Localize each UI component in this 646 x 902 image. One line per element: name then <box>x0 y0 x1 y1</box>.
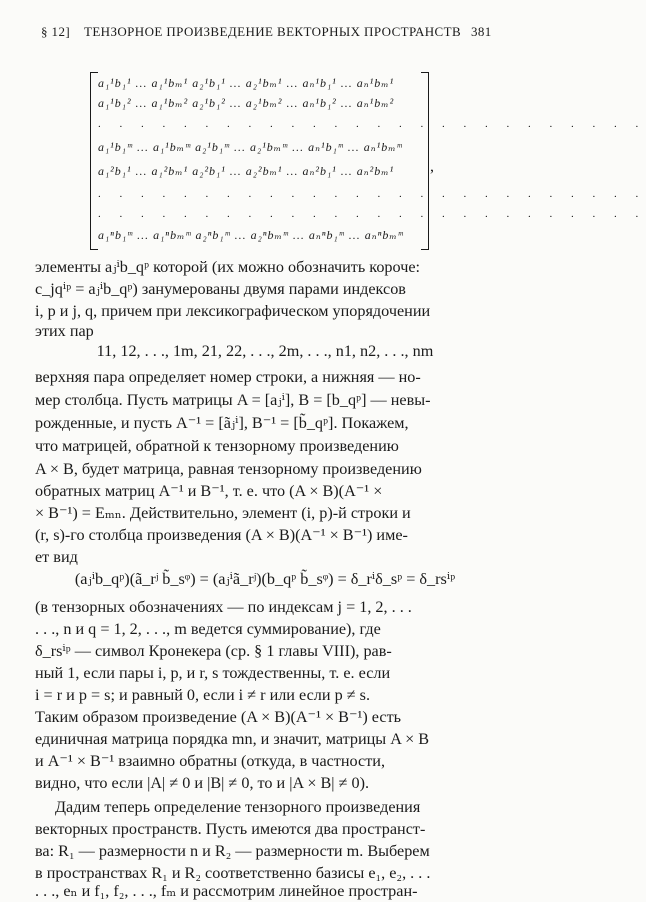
index-sequence: 11, 12, . . ., 1m, 21, 22, . . ., 2m, . . ., n1, n2, . . ., nm <box>96 342 434 360</box>
text-line: i = r и p = s; и равный 0, если i ≠ r или если p ≠ s. <box>35 686 370 704</box>
matrix-row: a₁¹b₁² ... a₁¹bₘ² a₂¹b₁² ... a₂¹bₘ² ... aₙ¹b₁² ... aₙ¹bₘ² <box>98 96 395 110</box>
text-line: и A⁻¹ × B⁻¹ взаимно обратны (откуда, в частности, <box>35 752 386 770</box>
text-line: элементы aⱼⁱb_qᵖ которой (их можно обозначить короче: <box>35 258 421 276</box>
matrix-right-bracket <box>421 72 429 250</box>
block-matrix <box>90 72 646 250</box>
text-line: ва: R₁ — размерности n и R₂ — размерности m. Выберем <box>35 842 430 860</box>
matrix-dots-row: . . . . . . . . . . . . . . . . . . . . . . . . . . <box>98 188 646 200</box>
text-line: векторных пространств. Пусть имеются два пространст- <box>35 820 426 838</box>
paragraph-start: Дадим теперь определение тензорного произведения <box>55 798 421 816</box>
text-line: ный 1, если пары i, p, и r, s тождественны, т. е. если <box>35 664 391 682</box>
running-header <box>0 24 526 48</box>
running-title: ТЕНЗОРНОЕ ПРОИЗВЕДЕНИЕ ВЕКТОРНЫХ ПРОСТРАНСТВ <box>84 24 462 39</box>
text-line: что матрицей, обратной к тензорному произведению <box>35 437 399 455</box>
text-line: рожденные, и пусть A⁻¹ = [ãⱼⁱ], B⁻¹ = [b̃_qᵖ]. Покажем, <box>35 414 409 432</box>
text-line: . . ., n и q = 1, 2, . . ., m ведется суммирование), где <box>35 620 381 638</box>
matrix-left-bracket <box>90 72 98 250</box>
text-line: верхняя пара определяет номер строки, а нижняя — но- <box>35 368 421 386</box>
section-marker: § 12] <box>41 24 71 39</box>
matrix-dots-row: . . . . . . . . . . . . . . . . . . . . . . . . . . <box>98 118 646 130</box>
text-line: A × B, будет матрица, равная тензорному произведению <box>35 460 422 478</box>
text-line: c_jqⁱᵖ = aⱼⁱb_qᵖ) занумерованы двумя парами индексов <box>35 280 406 298</box>
matrix-row: a₁²b₁¹ ... a₁²bₘ¹ a₂²b₁¹ ... a₂²bₘ¹ ... aₙ²b₁¹ ... aₙ²bₘ¹ <box>98 164 395 178</box>
text-line: ет вид <box>35 548 78 566</box>
text-line: этих пар <box>35 322 94 340</box>
text-line: мер столбца. Пусть матрицы A = [aⱼⁱ], B = [b_qᵖ] — невы- <box>35 391 431 409</box>
matrix-row: a₁¹b₁¹ ... a₁¹bₘ¹ a₂¹b₁¹ ... a₂¹bₘ¹ ... aₙ¹b₁¹ ... aₙ¹bₘ¹ <box>98 76 395 90</box>
text-line: (r, s)-го столбца произведения (A × B)(A⁻¹ × B⁻¹) име- <box>35 526 408 544</box>
text-line: в пространствах R₁ и R₂ соответственно базисы e₁, e₂, . . . <box>35 864 431 882</box>
matrix-row: a₁¹b₁ᵐ ... a₁¹bₘᵐ a₂¹b₁ᵐ ... a₂¹bₘᵐ ... aₙ¹b₁ᵐ ... aₙ¹bₘᵐ <box>98 140 403 154</box>
text-line: . . ., eₙ и f₁, f₂, . . ., fₘ и рассмотрим линейное простран- <box>35 882 418 900</box>
text-line: обратных матриц A⁻¹ и B⁻¹, т. е. что (A × B)(A⁻¹ × <box>35 482 383 500</box>
text-line: единичная матрица порядка mn, и значит, матрицы A × B <box>35 730 430 748</box>
text-line: Таким образом произведение (A × B)(A⁻¹ × B⁻¹) есть <box>35 708 402 726</box>
matrix-row: a₁ⁿb₁ᵐ ... a₁ⁿbₘᵐ a₂ⁿb₁ᵐ ... a₂ⁿbₘᵐ ... aₙⁿb₁ᵐ ... aₙⁿbₘᵐ <box>98 228 404 242</box>
matrix-dots-row: . . . . . . . . . . . . . . . . . . . . . . . . . . <box>98 208 646 220</box>
matrix-comma: , <box>430 158 434 175</box>
text-line: δ_rsⁱᵖ — символ Кронекера (ср. § 1 главы VIII), рав- <box>35 642 392 660</box>
text-line: видно, что если |A| ≠ 0 и |B| ≠ 0, то и |A × B| ≠ 0). <box>35 774 370 792</box>
text-line: i, p и j, q, причем при лексикографическом упорядочении <box>35 302 431 320</box>
text-line: × B⁻¹) = Eₘₙ. Действительно, элемент (i, p)-й строки и <box>35 504 411 522</box>
display-equation: (aⱼⁱb_qᵖ)(ã_rʲ b̃_sᵠ) = (aⱼⁱã_rʲ)(b_qᵖ b̃_sᵠ) = δ_rⁱδ_sᵖ = δ_rsⁱᵖ <box>74 570 456 588</box>
page-number: 381 <box>471 24 492 39</box>
text-line: (в тензорных обозначениях — по индексам j = 1, 2, . . . <box>35 598 412 616</box>
